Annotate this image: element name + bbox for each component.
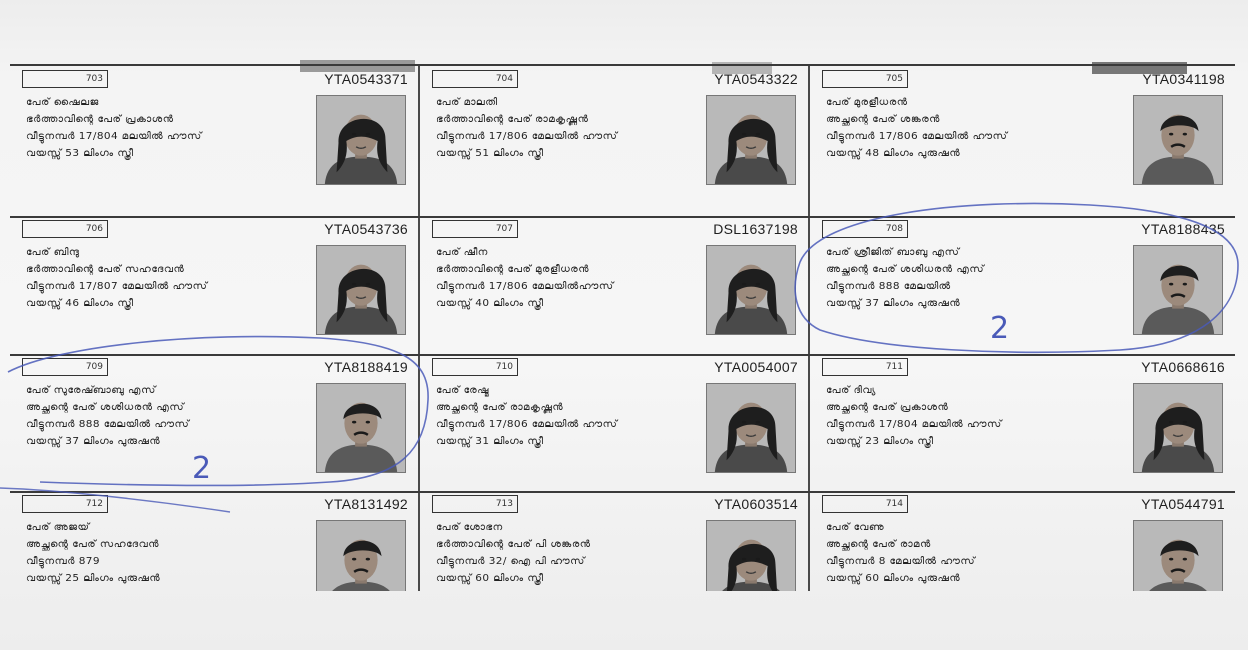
- voter-name: പേര് ശോഭന: [436, 521, 503, 533]
- voter-photo: [316, 245, 406, 335]
- epic-number: YTA8188419: [324, 359, 408, 375]
- voter-name: പേര് ബിന്ദു: [26, 246, 80, 258]
- voter-name: പേര് മുരളീധരൻ: [826, 96, 908, 108]
- serial-number: 711: [822, 358, 908, 376]
- voter-photo: [1133, 520, 1223, 591]
- epic-number: YTA0543322: [714, 71, 798, 87]
- voter-photo: [706, 95, 796, 185]
- voter-card: [420, 68, 808, 216]
- house-number: വീട്ടുനമ്പർ 888 മേലയിൽ: [826, 280, 951, 292]
- age-gender: വയസ്സ് 37 ലിംഗം പുരുഷൻ: [826, 297, 961, 309]
- age-gender: വയസ്സ് 23 ലിംഗം സ്ത്രീ: [826, 435, 934, 447]
- portrait-icon: [317, 521, 405, 591]
- voter-name: പേര് അജയ്: [26, 521, 90, 533]
- relation-name: ഭർത്താവിന്റെ പേര് പി ശങ്കരൻ: [436, 538, 591, 550]
- age-gender: വയസ്സ് 60 ലിംഗം സ്ത്രീ: [436, 572, 544, 584]
- serial-number: 714: [822, 495, 908, 513]
- serial-number: 703: [22, 70, 108, 88]
- voter-card: [420, 218, 808, 354]
- voter-photo: [706, 245, 796, 335]
- relation-name: ഭർത്താവിന്റെ പേര് മുരളീധരൻ: [436, 263, 590, 275]
- epic-number: YTA0543371: [324, 71, 408, 87]
- voter-card: [810, 68, 1235, 216]
- voter-name: പേര് ഷീന: [436, 246, 488, 258]
- house-number: വീട്ടുനമ്പർ 17/806 മേലയിൽ ഹൗസ്: [436, 130, 618, 142]
- voter-card: [10, 356, 418, 491]
- serial-number: 709: [22, 358, 108, 376]
- portrait-icon: [707, 384, 795, 472]
- house-number: വീട്ടുനമ്പർ 879: [26, 555, 100, 567]
- voter-card: [420, 493, 808, 591]
- relation-name: ഭർത്താവിന്റെ പേര് സഹദേവൻ: [26, 263, 185, 275]
- voter-name: പേര് വേണു: [826, 521, 885, 533]
- handwritten-mark: 2: [990, 311, 1010, 346]
- house-number: വീട്ടുനമ്പർ 17/804 മലയിൽ ഹൗസ്: [826, 418, 1002, 430]
- serial-number: 704: [432, 70, 518, 88]
- portrait-icon: [1134, 246, 1222, 334]
- house-number: വീട്ടുനമ്പർ 17/804 മലയിൽ ഹൗസ്: [26, 130, 202, 142]
- epic-number: YTA0668616: [1141, 359, 1225, 375]
- voter-card: [10, 218, 418, 354]
- house-number: വീട്ടുനമ്പർ 8 മേലയിൽ ഹൗസ്: [826, 555, 976, 567]
- serial-number: 712: [22, 495, 108, 513]
- house-number: വീട്ടുനമ്പർ 17/807 മേലയിൽ ഹൗസ്: [26, 280, 208, 292]
- relation-name: അച്ഛന്റെ പേര് രാമൻ: [826, 538, 931, 550]
- epic-number: YTA0054007: [714, 359, 798, 375]
- serial-number: 705: [822, 70, 908, 88]
- relation-name: ഭർത്താവിന്റെ പേര് രാമകൃഷ്ണൻ: [436, 113, 589, 125]
- voter-name: പേര് രേഷ്മ: [436, 384, 490, 396]
- house-number: വീട്ടുനമ്പർ 17/806 മേലയിൽഹൗസ്: [436, 280, 614, 292]
- voter-name: പേര് മാലതി: [436, 96, 498, 108]
- relation-name: അച്ഛന്റെ പേര് പ്രകാശൻ: [826, 401, 949, 413]
- age-gender: വയസ്സ് 51 ലിംഗം സ്ത്രീ: [436, 147, 544, 159]
- serial-number: 710: [432, 358, 518, 376]
- serial-number: 707: [432, 220, 518, 238]
- serial-number: 706: [22, 220, 108, 238]
- portrait-icon: [707, 246, 795, 334]
- age-gender: വയസ്സ് 40 ലിംഗം സ്ത്രീ: [436, 297, 544, 309]
- portrait-icon: [317, 246, 405, 334]
- voter-card: [10, 493, 418, 591]
- age-gender: വയസ്സ് 31 ലിംഗം സ്ത്രീ: [436, 435, 544, 447]
- portrait-icon: [1134, 96, 1222, 184]
- voter-photo: [1133, 95, 1223, 185]
- epic-number: YTA0543736: [324, 221, 408, 237]
- age-gender: വയസ്സ് 25 ലിംഗം പുരുഷൻ: [26, 572, 161, 584]
- voter-photo: [1133, 245, 1223, 335]
- house-number: വീട്ടുനമ്പർ 32/ ഐ പി ഹൗസ്: [436, 555, 585, 567]
- portrait-icon: [317, 96, 405, 184]
- age-gender: വയസ്സ് 37 ലിംഗം പുരുഷൻ: [26, 435, 161, 447]
- voter-name: പേര് ശ്രീജിത് ബാബു എസ്: [826, 246, 960, 258]
- age-gender: വയസ്സ് 48 ലിംഗം പുരുഷൻ: [826, 147, 961, 159]
- voter-name: പേര് ഷൈലജ: [26, 96, 99, 108]
- epic-number: YTA0603514: [714, 496, 798, 512]
- house-number: വീട്ടുനമ്പർ 888 മേലയിൽ ഹൗസ്: [26, 418, 190, 430]
- voter-name: പേര് സുരേഷ്ബാബു എസ്: [26, 384, 156, 396]
- voter-grid: [10, 64, 1235, 591]
- portrait-icon: [707, 96, 795, 184]
- relation-name: അച്ഛന്റെ പേര് ശങ്കരൻ: [826, 113, 941, 125]
- relation-name: ഭർത്താവിന്റെ പേര് പ്രകാശൻ: [26, 113, 174, 125]
- handwritten-mark: 2: [192, 451, 212, 486]
- voter-card: [810, 493, 1235, 591]
- epic-number: YTA0544791: [1141, 496, 1225, 512]
- serial-number: 713: [432, 495, 518, 513]
- portrait-icon: [1134, 521, 1222, 591]
- epic-number: YTA8188435: [1141, 221, 1225, 237]
- house-number: വീട്ടുനമ്പർ 17/806 മേലയിൽ ഹൗസ്: [436, 418, 618, 430]
- age-gender: വയസ്സ് 46 ലിംഗം സ്ത്രീ: [26, 297, 134, 309]
- voter-name: പേര് ദിവ്യ: [826, 384, 876, 396]
- relation-name: അച്ഛന്റെ പേര് രാമകൃഷ്ണൻ: [436, 401, 564, 413]
- age-gender: വയസ്സ് 60 ലിംഗം പുരുഷൻ: [826, 572, 961, 584]
- voter-card: [10, 68, 418, 216]
- age-gender: വയസ്സ് 53 ലിംഗം സ്ത്രീ: [26, 147, 134, 159]
- relation-name: അച്ഛന്റെ പേര് സഹദേവൻ: [26, 538, 160, 550]
- voter-photo: [1133, 383, 1223, 473]
- voter-photo: [706, 383, 796, 473]
- voter-photo: [706, 520, 796, 591]
- portrait-icon: [707, 521, 795, 591]
- epic-number: YTA8131492: [324, 496, 408, 512]
- voter-photo: [316, 383, 406, 473]
- voter-card: [420, 356, 808, 491]
- voter-card: [810, 356, 1235, 491]
- portrait-icon: [317, 384, 405, 472]
- relation-name: അച്ഛന്റെ പേര് ശശിധരൻ എസ്: [826, 263, 985, 275]
- voter-card: [810, 218, 1235, 354]
- serial-number: 708: [822, 220, 908, 238]
- portrait-icon: [1134, 384, 1222, 472]
- voter-photo: [316, 520, 406, 591]
- voter-photo: [316, 95, 406, 185]
- epic-number: YTA0341198: [1142, 71, 1225, 87]
- relation-name: അച്ഛന്റെ പേര് ശശിധരൻ എസ്: [26, 401, 185, 413]
- house-number: വീട്ടുനമ്പർ 17/806 മേലയിൽ ഹൗസ്: [826, 130, 1008, 142]
- epic-number: DSL1637198: [713, 221, 798, 237]
